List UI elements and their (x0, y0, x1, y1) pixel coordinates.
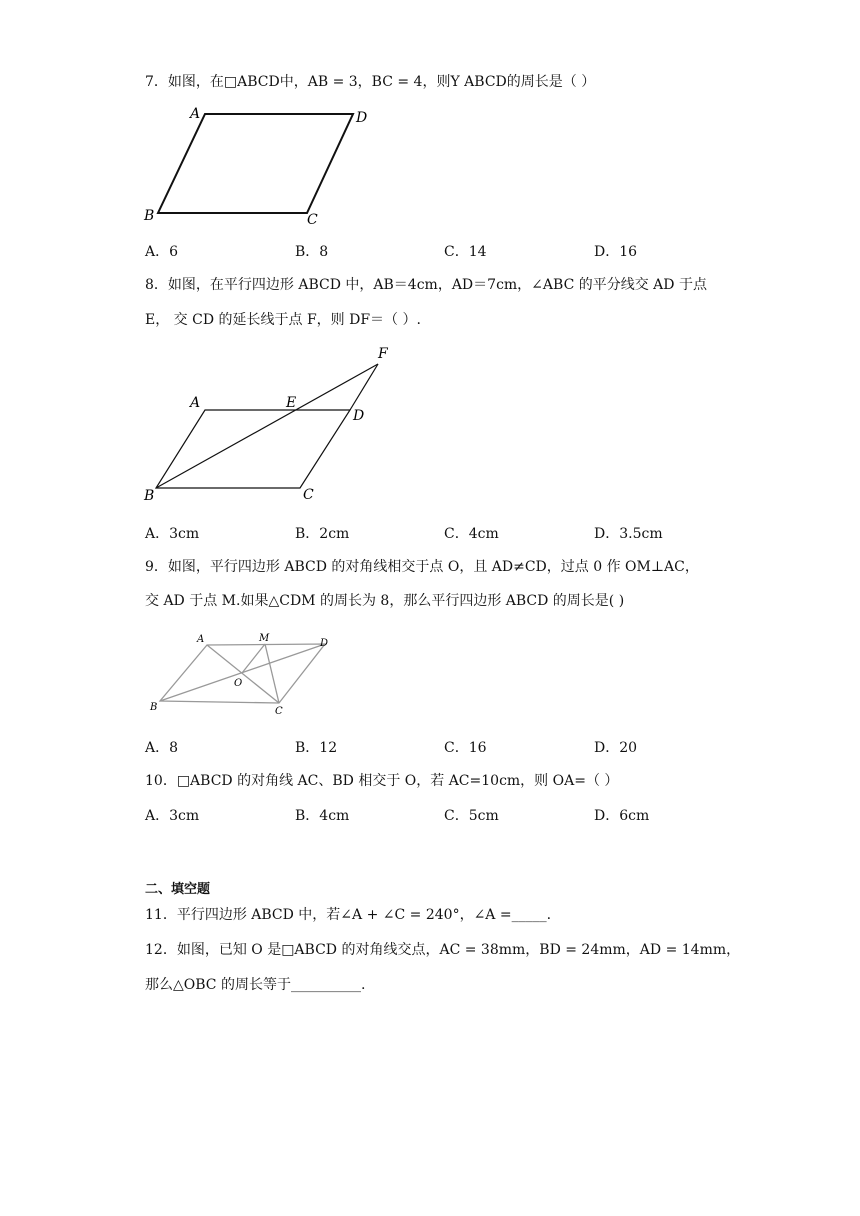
q7-label-b: B (144, 208, 155, 224)
q8-stem-line2: E， 交 CD 的延长线于点 F，则 DF＝（ ）. (145, 312, 421, 328)
q8-option-c[interactable]: C．4cm (444, 526, 499, 542)
q8-label-f: F (378, 346, 388, 362)
q10-option-a[interactable]: A．3cm (145, 808, 200, 824)
q9-diagonal-ac (207, 645, 279, 703)
q8-option-a[interactable]: A．3cm (145, 526, 200, 542)
q9-label-c: C (275, 706, 283, 717)
q9-label-o: O (234, 678, 243, 689)
q9-option-b[interactable]: B．12 (295, 740, 338, 756)
q9-label-a: A (197, 634, 205, 645)
q9-option-d[interactable]: D．20 (594, 740, 638, 756)
q10-option-d[interactable]: D．6cm (594, 808, 650, 824)
q7-parallelogram-figure (140, 100, 380, 230)
q8-label-e: E (286, 395, 297, 411)
q8-option-d[interactable]: D．3.5cm (594, 526, 663, 542)
q9-option-c[interactable]: C．16 (444, 740, 487, 756)
q9-label-d: D (320, 638, 329, 649)
q8-option-b[interactable]: B．2cm (295, 526, 350, 542)
q9-label-b: B (150, 702, 158, 713)
q7-option-c[interactable]: C．14 (444, 244, 487, 260)
q11-stem: 11．平行四边形 ABCD 中，若∠A + ∠C = 240°，∠A =_____. (145, 907, 552, 923)
q8-label-b: B (144, 488, 155, 504)
q8-extension-df (350, 364, 378, 410)
q8-bisector-bf (156, 364, 378, 488)
q7-option-a[interactable]: A．6 (145, 244, 179, 260)
q8-label-d: D (353, 408, 365, 424)
q7-label-c: C (307, 212, 318, 228)
q10-stem: 10．□ABCD 的对角线 AC、BD 相交于 O，若 AC=10cm，则 OA=（ ） (145, 773, 619, 789)
q9-stem-line1: 9．如图，平行四边形 ABCD 的对角线相交于点 O，且 AD≠CD，过点 0 作 OM⊥AC， (145, 559, 699, 575)
q8-figure (140, 340, 400, 510)
q7-label-a: A (190, 106, 201, 122)
q7-label-d: D (356, 110, 368, 126)
q7-stem: 7．如图，在□ABCD中，AB = 3，BC = 4，则Y ABCD的周长是（ ） (145, 74, 596, 90)
q10-option-b[interactable]: B．4cm (295, 808, 350, 824)
q9-label-m: M (259, 633, 270, 644)
q7-parallelogram (158, 114, 353, 213)
q9-option-a[interactable]: A．8 (145, 740, 179, 756)
q9-figure (145, 628, 345, 723)
q7-option-d[interactable]: D．16 (594, 244, 638, 260)
q12-stem-line1: 12．如图，已知 O 是□ABCD 的对角线交点，AC = 38mm，BD = 24mm，AD = 14mm， (145, 942, 741, 958)
q8-label-a: A (190, 395, 201, 411)
q8-parallelogram (156, 410, 350, 488)
q8-stem-line1: 8．如图，在平行四边形 ABCD 中，AB＝4cm，AD＝7cm，∠ABC 的平分线交 AD 于点 (145, 277, 707, 293)
q7-option-b[interactable]: B．8 (295, 244, 329, 260)
q8-label-c: C (303, 487, 314, 503)
q10-option-c[interactable]: C．5cm (444, 808, 499, 824)
section-title-fill-in: 二、填空题 (145, 882, 211, 897)
q12-stem-line2: 那么△OBC 的周长等于__________. (145, 977, 366, 993)
q9-stem-line2: 交 AD 于点 M.如果△CDM 的周长为 8，那么平行四边形 ABCD 的周长是( ) (145, 593, 625, 609)
